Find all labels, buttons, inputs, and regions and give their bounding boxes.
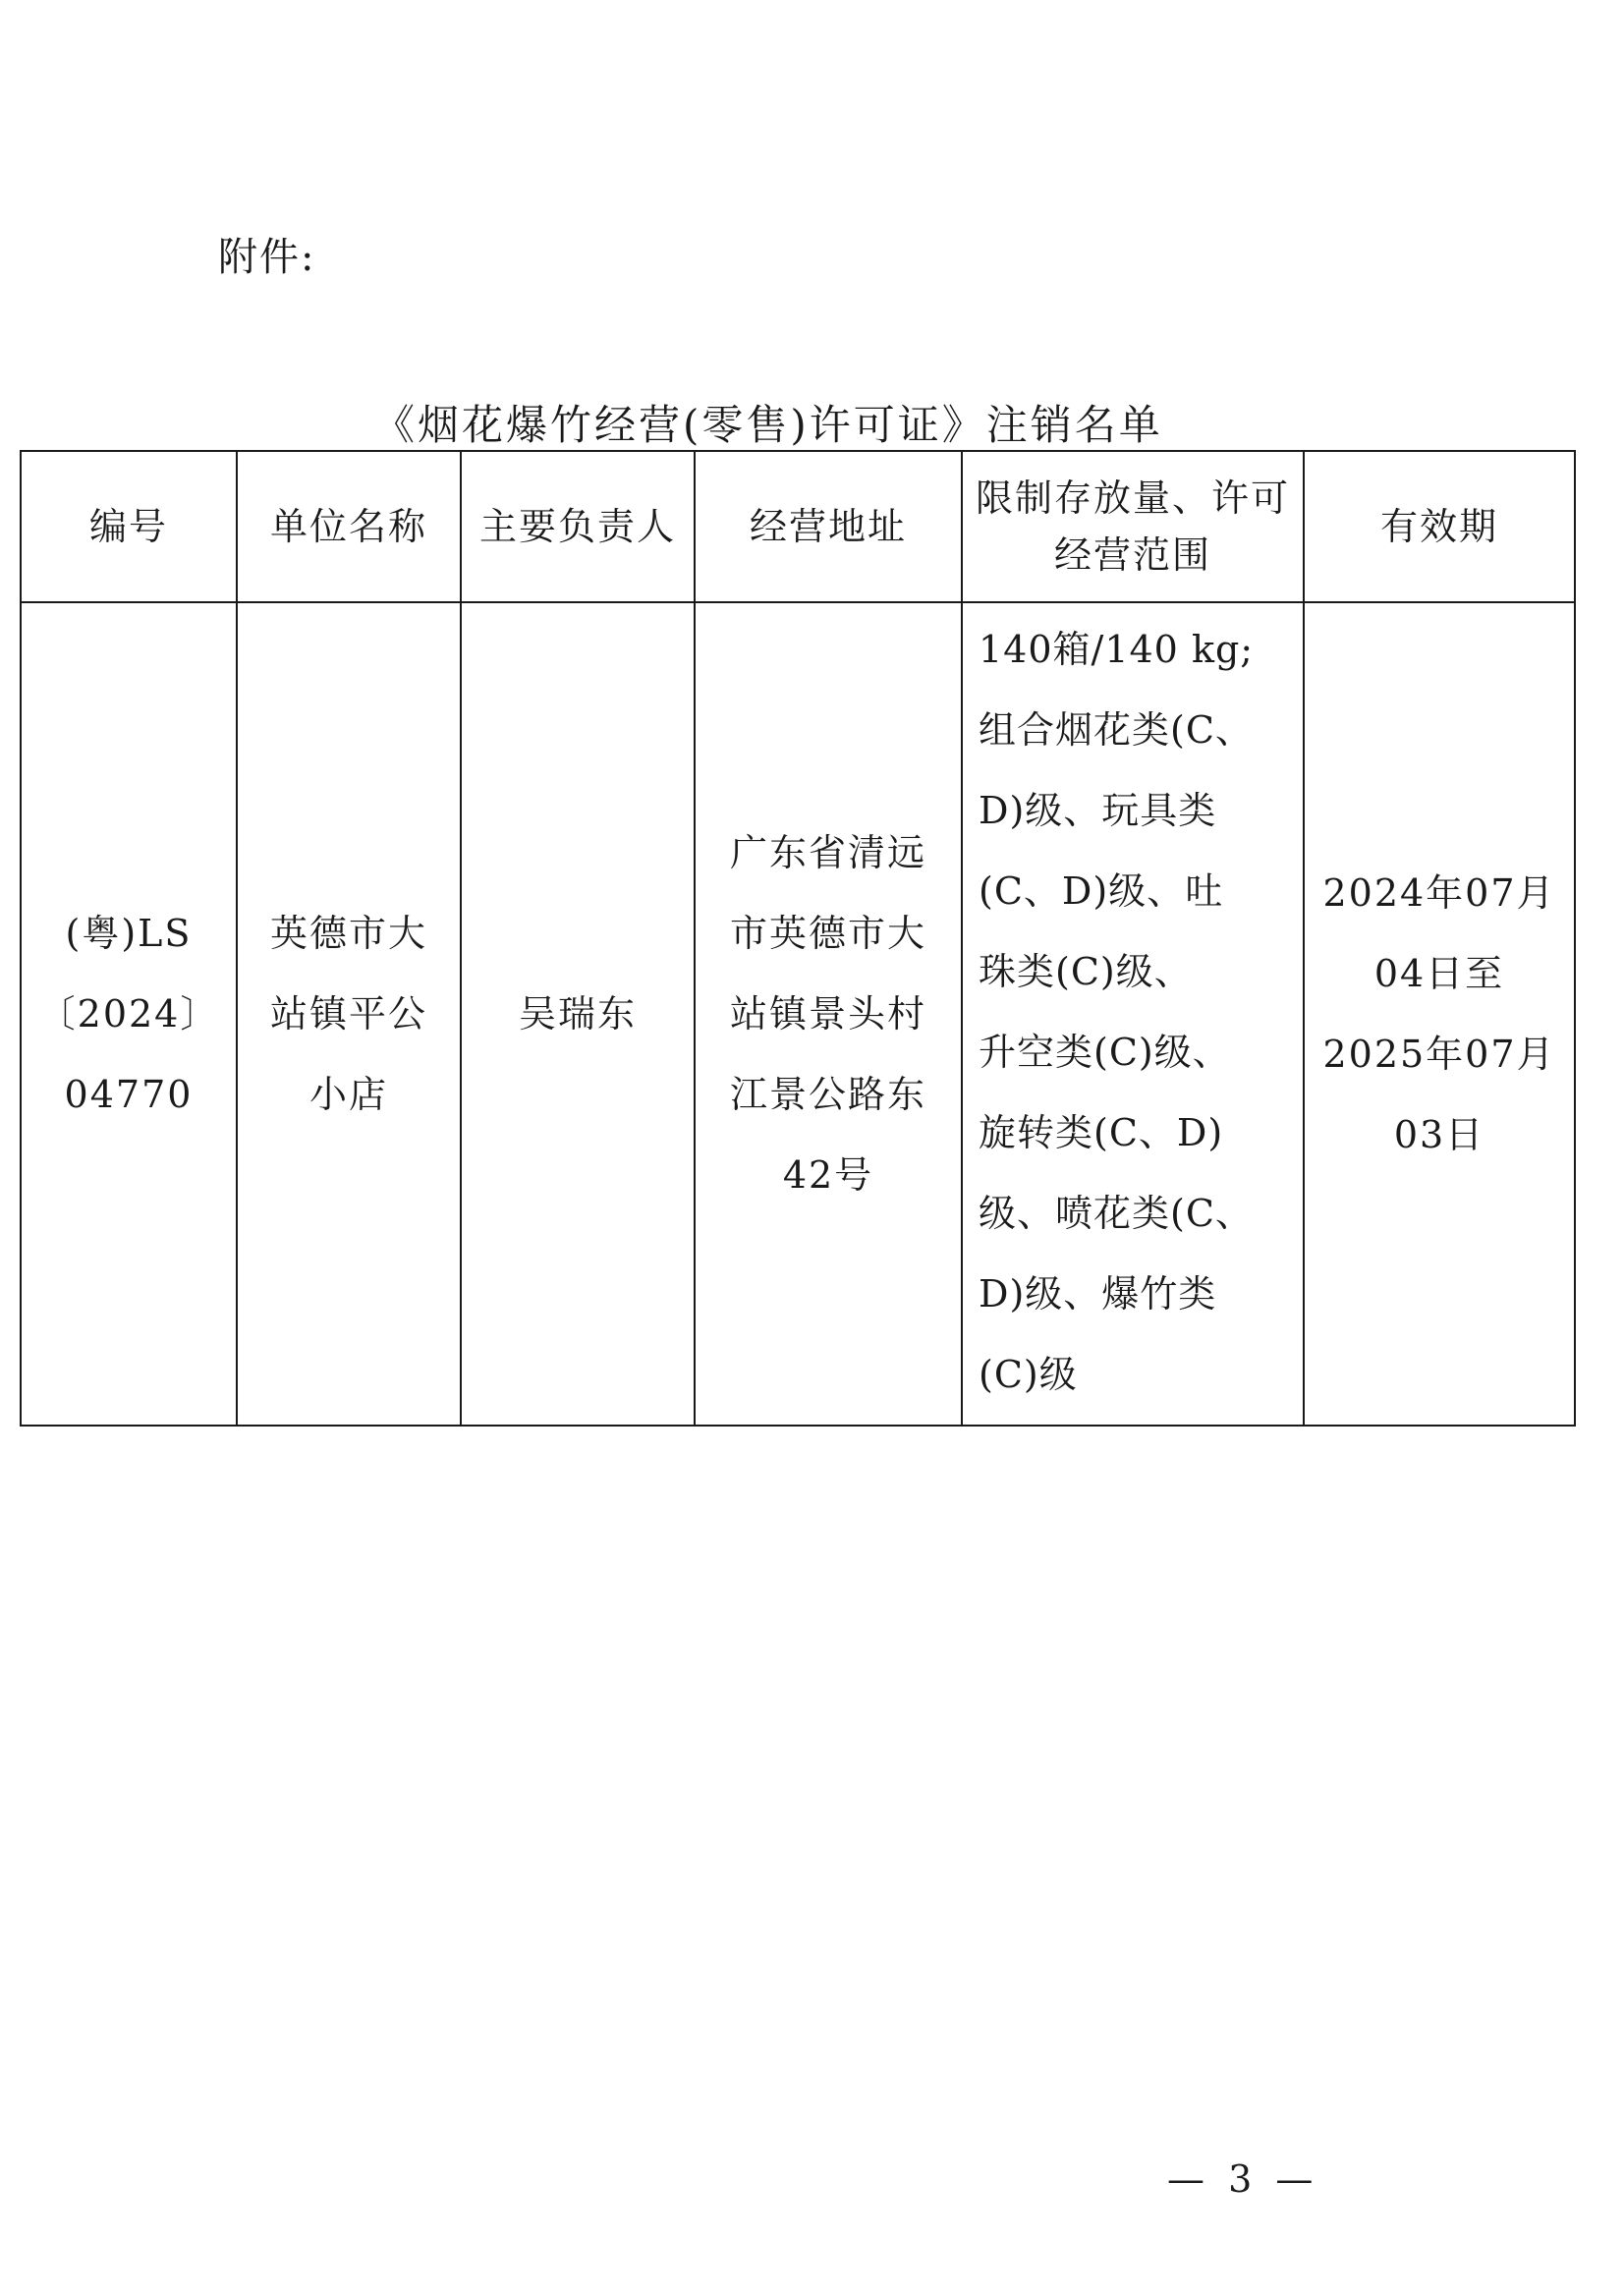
cell-principal: 吴瑞东: [461, 602, 695, 1426]
header-unit-name: 单位名称: [237, 451, 461, 602]
attachment-label: 附件:: [218, 235, 316, 280]
header-no: 编号: [21, 451, 237, 602]
header-principal: 主要负责人: [461, 451, 695, 602]
revocation-table: [20, 450, 1576, 1427]
cell-unit-name: 英德市大 站镇平公 小店: [237, 602, 461, 1426]
header-validity: 有效期: [1304, 451, 1575, 602]
table-row: [21, 602, 1575, 1426]
cell-scope: 140箱/140 kg; 组合烟花类(C、 D)级、玩具类 (C、D)级、吐 珠类(C)级、 升空类(C)级、 旋转类(C、D) 级、喷花类(C、 D)级、爆竹类 (C)级: [962, 602, 1304, 1426]
page-number: — 3 —: [1167, 2157, 1319, 2201]
revocation-table-container: [20, 450, 1556, 1427]
table-header-row: [21, 451, 1575, 602]
document-title: 《烟花爆竹经营(零售)许可证》注销名单: [373, 401, 1163, 449]
cell-validity: 2024年07月 04日至 2025年07月 03日: [1304, 602, 1575, 1426]
header-scope: 限制存放量、许可 经营范围: [962, 451, 1304, 602]
header-address: 经营地址: [695, 451, 962, 602]
cell-license-no: (粤)LS 〔2024〕 04770: [21, 602, 237, 1426]
cell-address: 广东省清远 市英德市大 站镇景头村 江景公路东 42号: [695, 602, 962, 1426]
